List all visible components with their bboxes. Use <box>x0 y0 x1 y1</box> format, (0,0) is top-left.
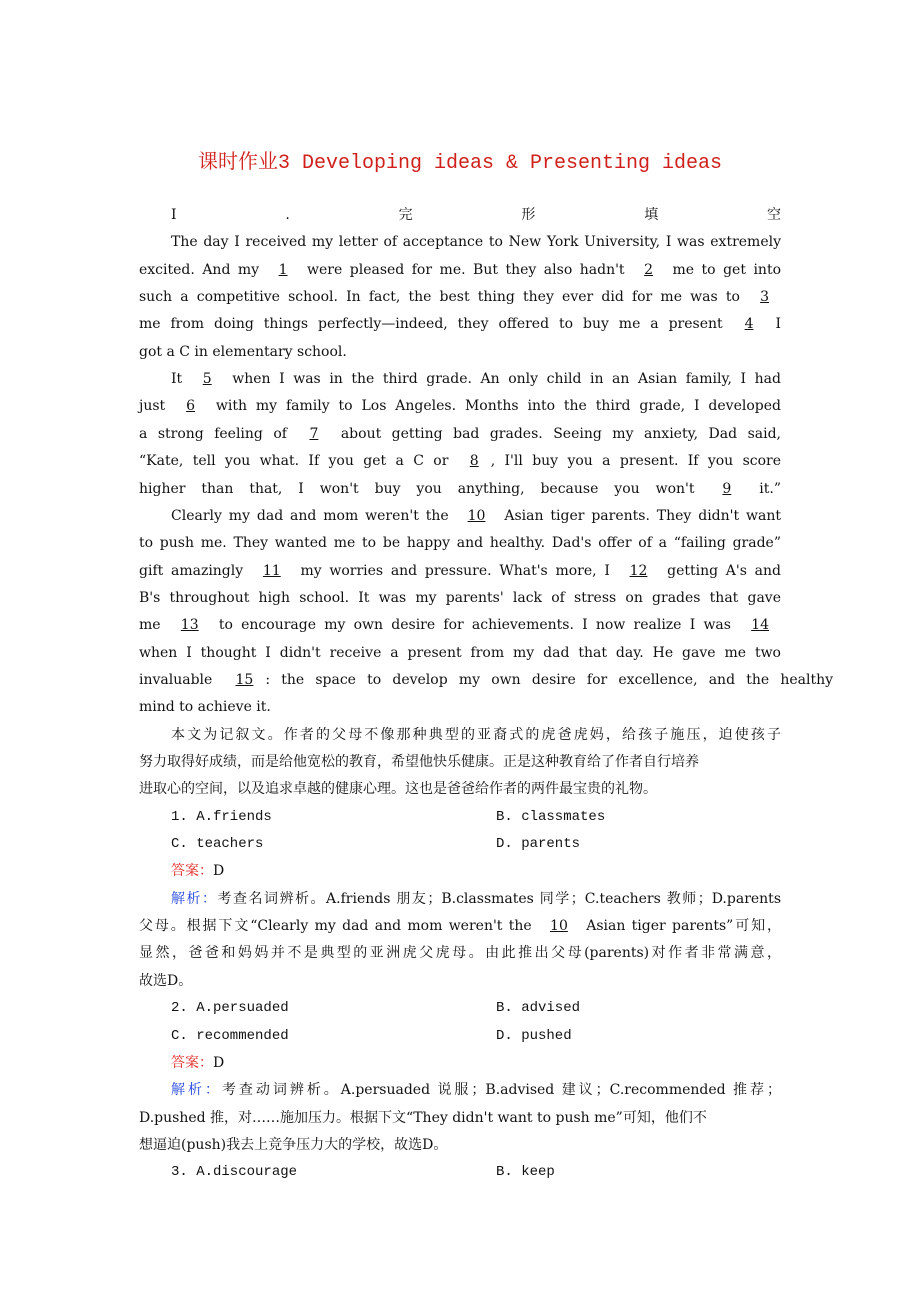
blank-1: 1 <box>278 261 288 278</box>
blank-3: 3 <box>760 289 769 306</box>
blank-5: 5 <box>202 371 212 388</box>
text-line <box>139 642 781 664</box>
blank-13: 13 <box>180 617 199 634</box>
text: D.pushed 推，对……施加压力。根据下文“They didn't want to push me”可知，他们不 <box>139 1109 707 1126</box>
blank-15: 15 <box>235 671 254 688</box>
answer-option: C. recommended <box>171 1027 289 1044</box>
blank-6: 6 <box>186 398 195 415</box>
text: it.” <box>743 480 781 497</box>
text: 进取心的空间，以及追求卓越的健康心理。这也是爸爸给作者的两件最宝贵的礼物。 <box>139 781 657 798</box>
text: me to get into <box>664 261 782 278</box>
text: 想逼迫(push)我去上竞争压力大的学校，故选D。 <box>139 1136 448 1153</box>
answer-option: B. classmates <box>496 808 606 825</box>
text: such a competitive school. In fact, the best thing they ever did for me was to <box>139 289 749 306</box>
text-line <box>139 942 781 964</box>
text-line <box>171 368 781 390</box>
answer-option: C. teachers <box>171 836 264 853</box>
answer-option: 3. A.discourage <box>171 1164 298 1181</box>
page-title: 课时作业3 Developing ideas & Presenting ideas <box>197 152 723 175</box>
blank-4: 4 <box>744 316 754 333</box>
text: “Kate, tell you what. If you get a C or <box>139 453 458 470</box>
text: 考查名词辨析。A.friends 朋友；B.classmates 同学；C.teachers 教师；D.parents <box>217 890 781 907</box>
text: : the space to develop my own desire for excellence, and the healthy <box>265 671 834 688</box>
blank-7: 7 <box>309 425 319 442</box>
answer-option: 2. A.persuaded <box>171 1000 289 1017</box>
text-line <box>139 286 781 308</box>
text: higher than that, I won't buy you anything, because you won't <box>139 480 711 497</box>
text: Clearly my dad and mom weren't the <box>171 507 456 524</box>
text-line <box>139 341 781 363</box>
blank-8: 8 <box>469 453 479 470</box>
text: , I'll buy you a present. If you score <box>490 453 781 470</box>
text: were pleased for me. But they also hadn't <box>299 261 633 278</box>
text: when I was in the third grade. An only child in an Asian family, I had <box>223 371 781 388</box>
text-line <box>139 259 781 281</box>
text: 故选D。 <box>139 972 193 989</box>
answer-label: 答案： <box>171 863 213 880</box>
text-line <box>139 1134 781 1156</box>
answer-label: 答案： <box>171 1054 213 1071</box>
text-line <box>139 313 781 335</box>
text-line <box>139 587 781 609</box>
text: my worries and pressure. What's more, I <box>292 562 618 579</box>
text: to push me. They wanted me to be happy and healthy. Dad's offer of a “failing grade” <box>139 535 781 552</box>
text-line <box>139 560 781 582</box>
analysis-label: 解析： <box>171 1082 222 1099</box>
text-line <box>171 505 781 527</box>
text-line <box>139 778 781 800</box>
text-line <box>139 751 781 773</box>
text: me from doing things perfectly—indeed, they offered to buy me a present <box>139 316 733 333</box>
text-line <box>171 724 781 746</box>
text-line <box>139 450 781 472</box>
answer-option: D. pushed <box>496 1027 572 1044</box>
text-line <box>171 888 781 910</box>
text: excited. And my <box>139 261 267 278</box>
text: The day I received my letter of acceptance to New York University, I was extremely <box>171 234 781 251</box>
blank-9: 9 <box>722 480 732 497</box>
text: me <box>139 617 169 634</box>
text: just <box>139 398 175 415</box>
blank-10: 10 <box>467 507 486 524</box>
answer-option: D. parents <box>496 836 581 853</box>
text-line <box>139 915 781 937</box>
text-line <box>139 478 781 500</box>
blank-12: 12 <box>629 562 648 579</box>
text: Ⅰ.完形填空 <box>171 207 781 223</box>
text: to encourage my own desire for achievements. I now realize I was <box>210 617 740 634</box>
text: mind to achieve it. <box>139 699 271 716</box>
text: about getting bad grades. Seeing my anxiety, Dad said, <box>330 425 781 442</box>
text: when I thought I didn't receive a present from my dad that day. He gave me two <box>139 644 781 661</box>
answer-option: B. advised <box>496 1000 581 1017</box>
text: It <box>171 371 191 388</box>
text-line <box>139 1107 781 1129</box>
text: got a C in elementary school. <box>139 343 347 360</box>
text: I <box>765 316 781 333</box>
text-line <box>171 860 781 882</box>
text: 显然，爸爸和妈妈并不是典型的亚洲虎父虎母。由此推出父母(parents)对作者非常满意， <box>139 945 781 962</box>
answer-option: B. keep <box>496 1164 555 1181</box>
text-line <box>139 696 781 718</box>
text-line <box>139 532 781 554</box>
blank-14: 14 <box>751 617 770 634</box>
analysis-label: 解析： <box>171 890 218 907</box>
text-line <box>171 204 781 226</box>
text: 父母。根据下文“Clearly my dad and mom weren't the <box>139 918 539 935</box>
text-line <box>171 1052 781 1074</box>
text-line <box>171 1079 781 1101</box>
text: D <box>213 1054 225 1071</box>
text: invaluable <box>139 671 224 688</box>
text: gift amazingly <box>139 562 251 579</box>
text: B's throughout high school. It was my parents' lack of stress on grades that gave <box>139 589 781 606</box>
blank-11: 11 <box>262 562 281 579</box>
text-line <box>171 231 781 253</box>
text: with my family to Los Angeles. Months into the third grade, I developed <box>207 398 781 415</box>
text-line <box>139 669 833 691</box>
text: Asian tiger parents. They didn't want <box>497 507 782 524</box>
text: Asian tiger parents”可知， <box>579 918 781 935</box>
text: 努力取得好成绩，而是给他宽松的教育，希望他快乐健康。正是这种教育给了作者自行培养 <box>139 754 699 770</box>
text: D <box>213 863 225 880</box>
text-line <box>139 423 781 445</box>
text-line <box>139 970 781 992</box>
text: 考查动词辨析。A.persuaded 说服；B.advised 建议；C.recommended 推荐； <box>221 1082 781 1099</box>
text-line <box>139 395 781 417</box>
blank-10: 10 <box>550 918 568 935</box>
text: getting A's and <box>659 562 781 579</box>
text: a strong feeling of <box>139 425 298 442</box>
blank-2: 2 <box>644 261 653 278</box>
answer-option: 1. A.friends <box>171 808 272 825</box>
text-line <box>139 614 781 636</box>
text: 本文为记叙文。作者的父母不像那种典型的亚裔式的虎爸虎妈，给孩子施压，迫使孩子 <box>171 726 781 743</box>
